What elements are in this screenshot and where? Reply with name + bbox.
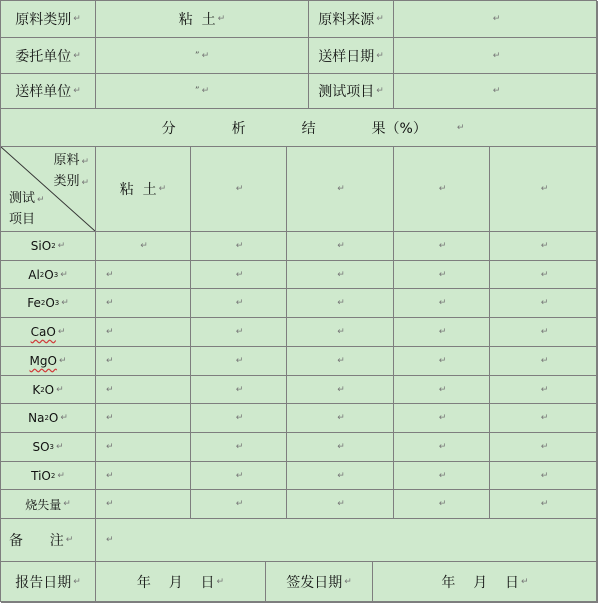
table-cell[interactable]: ↵ [287,289,394,318]
row-label: SiO 2 ↵ [1,232,96,261]
table-cell[interactable]: ↵ [96,347,191,376]
material-source-label: 原料来源 ↵ [309,1,394,38]
table-cell[interactable]: ↵ [287,490,394,519]
row-label: Fe 2 O 3 ↵ [1,289,96,318]
table-cell[interactable]: ↵ [191,490,287,519]
table-cell[interactable]: ↵ [191,404,287,433]
table-cell[interactable]: ↵ [96,261,191,289]
table-cell[interactable]: ↵ [394,232,490,261]
table-cell[interactable]: ↵ [191,376,287,404]
remarks-label: 备 注 ↵ [1,519,96,562]
table-cell[interactable]: ↵ [287,232,394,261]
table-cell[interactable]: ↵ [96,462,191,490]
column-header-2[interactable]: ↵ [191,147,287,232]
material-source-field[interactable]: ↵ [394,1,598,38]
test-item-field[interactable]: ↵ [394,74,598,109]
corner-top-line1: 原料 [53,153,80,168]
column-header-5[interactable]: ↵ [490,147,598,232]
client-label: 委托单位 ↵ [1,38,96,74]
report-date-field[interactable]: 年 月 日 ↵ [96,562,266,603]
row-label: Na 2 O ↵ [1,404,96,433]
test-item-label: 测试项目 ↵ [309,74,394,109]
table-cell[interactable]: ↵ [490,261,598,289]
table-cell[interactable]: ↵ [394,433,490,462]
corner-bottom-line1: 测试 [9,191,36,206]
column-header-4[interactable]: ↵ [394,147,490,232]
table-cell[interactable]: ↵ [394,347,490,376]
table-cell[interactable]: ↵ [490,289,598,318]
column-header-1[interactable]: 粘 土 ↵ [96,147,191,232]
table-cell[interactable]: ↵ [96,318,191,347]
table-cell[interactable]: ↵ [287,261,394,289]
table-cell[interactable]: ↵ [490,490,598,519]
table-cell[interactable]: ↵ [394,490,490,519]
table-cell[interactable]: ↵ [191,433,287,462]
table-cell[interactable]: ↵ [394,462,490,490]
row-label: Al 2 O 3 ↵ [1,261,96,289]
table-cell[interactable]: ↵ [96,376,191,404]
table-cell[interactable]: ↵ [394,376,490,404]
table-cell[interactable]: ↵ [490,433,598,462]
table-cell[interactable]: ↵ [191,318,287,347]
corner-header: 原料 ↵ 类别 ↵ 测试 ↵ 项目 [1,147,96,232]
table-cell[interactable]: ↵ [490,462,598,490]
row-label: SO 3 ↵ [1,433,96,462]
table-cell[interactable]: ↵ [191,289,287,318]
table-cell[interactable]: ↵ [394,318,490,347]
table-cell[interactable]: ↵ [287,462,394,490]
sending-date-field[interactable]: ↵ [394,38,598,74]
table-cell[interactable]: ↵ [96,404,191,433]
remarks-field[interactable]: ↵ [96,519,598,562]
table-cell[interactable]: ↵ [191,462,287,490]
table-cell[interactable]: ↵ [96,289,191,318]
table-cell[interactable]: ↵ [490,376,598,404]
row-label: TiO 2 ↵ [1,462,96,490]
table-cell[interactable]: ↵ [287,347,394,376]
table-cell[interactable]: ↵ [287,404,394,433]
table-cell[interactable]: ↵ [287,433,394,462]
material-type-field[interactable]: 粘 土 ↵ [96,1,309,38]
material-type-label: 原料类别 ↵ [1,1,96,38]
table-cell[interactable]: ↵ [490,318,598,347]
row-label: K 2 O ↵ [1,376,96,404]
table-cell[interactable]: ↵ [490,347,598,376]
table-cell[interactable]: ↵ [287,318,394,347]
table-cell[interactable]: ↵ [191,261,287,289]
issue-date-label: 签发日期 ↵ [266,562,373,603]
table-cell[interactable]: ↵ [96,232,191,261]
analysis-results-title: 分 析 结 果（%） ↵ [1,109,598,147]
table-cell[interactable]: ↵ [394,404,490,433]
sender-field[interactable]: ” ↵ [96,74,309,109]
table-cell[interactable]: ↵ [96,433,191,462]
sending-date-label: 送样日期 ↵ [309,38,394,74]
sender-label: 送样单位 ↵ [1,74,96,109]
issue-date-field[interactable]: 年 月 日 ↵ [373,562,598,603]
table-cell[interactable]: ↵ [490,404,598,433]
row-label: MgO ↵ [1,347,96,376]
row-label: CaO ↵ [1,318,96,347]
corner-top-line2: 类别 [53,174,80,189]
table-cell[interactable]: ↵ [394,289,490,318]
table-cell[interactable]: ↵ [490,232,598,261]
table-cell[interactable]: ↵ [191,347,287,376]
table-cell[interactable]: ↵ [287,376,394,404]
row-label: 烧失量 ↵ [1,490,96,519]
corner-bottom-line2: 项目 [9,212,36,227]
report-date-label: 报告日期 ↵ [1,562,96,603]
table-cell[interactable]: ↵ [394,261,490,289]
column-header-3[interactable]: ↵ [287,147,394,232]
table-cell[interactable]: ↵ [96,490,191,519]
client-field[interactable]: ” ↵ [96,38,309,74]
table-cell[interactable]: ↵ [191,232,287,261]
